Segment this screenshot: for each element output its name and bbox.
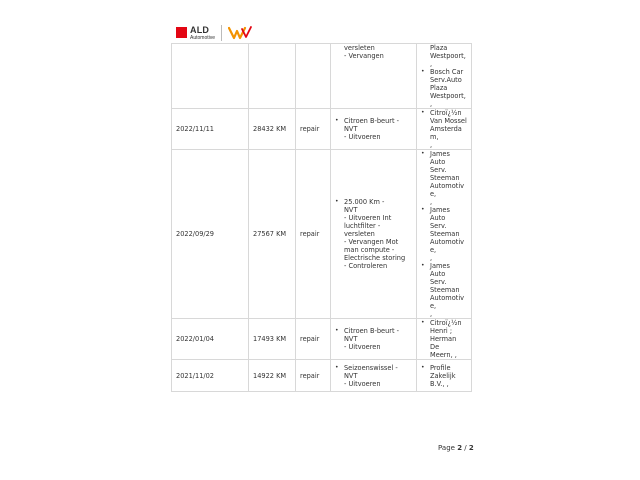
dealer-text: Citroï¿½n Van Mossel Amsterdam, , <box>430 109 467 149</box>
cell-description <box>331 109 417 150</box>
dealer-text: Bosch Car Serv.Auto Plaza Westpoort, , <box>430 68 466 108</box>
cell-date: 2022/09/29 <box>172 150 249 319</box>
cell-dealer <box>417 319 472 360</box>
cell-type: repair <box>296 360 331 392</box>
w-logo-icon <box>228 26 252 40</box>
description-text: versleten - Vervangen <box>344 44 384 60</box>
cell-date: 2022/11/11 <box>172 109 249 150</box>
dealer-item <box>421 68 467 108</box>
cell-mileage <box>249 44 296 109</box>
cell-description <box>331 360 417 392</box>
bullet-icon: • <box>421 68 425 75</box>
table-row <box>172 319 472 360</box>
bullet-icon: • <box>421 109 425 116</box>
description-text: Seizoenswissel - NVT - Uitvoeren <box>344 363 398 388</box>
cell-type: repair <box>296 150 331 319</box>
cell-type: repair <box>296 109 331 150</box>
service-history-table <box>171 43 472 392</box>
cell-dealer <box>417 109 472 150</box>
document-header <box>176 24 252 42</box>
page-separator: / <box>464 444 467 452</box>
cell-mileage: 28432 KM <box>249 109 296 150</box>
bullet-icon: • <box>335 363 339 371</box>
bullet-icon: • <box>335 117 339 124</box>
header-divider <box>221 25 222 41</box>
bullet-icon: • <box>421 206 425 213</box>
cell-dealer <box>417 44 472 109</box>
bullet-icon: • <box>421 262 425 269</box>
cell-date: 2022/01/04 <box>172 319 249 360</box>
cell-date: 2021/11/02 <box>172 360 249 392</box>
bullet-icon: • <box>335 327 339 334</box>
table-row <box>172 150 472 319</box>
dealer-item <box>421 44 467 68</box>
table-row <box>172 44 472 109</box>
dealer-text: Citroï¿½n Henri ; Herman De Meern, , <box>430 319 462 359</box>
cell-type <box>296 44 331 109</box>
dealer-text: Plaza Westpoort, , <box>430 44 466 68</box>
bullet-icon <box>421 44 430 68</box>
cell-dealer <box>417 150 472 319</box>
page-label: Page <box>438 444 455 452</box>
description-text: Citroen B-beurt - NVT - Uitvoeren <box>344 327 400 351</box>
dealer-text: James Auto Serv. Steeman Automotive, , <box>430 262 465 318</box>
bullet-icon: • <box>335 198 339 205</box>
cell-mileage: 17493 KM <box>249 319 296 360</box>
cell-date <box>172 44 249 109</box>
bullet-icon: • <box>421 150 425 157</box>
ald-logo <box>190 26 215 41</box>
table-row <box>172 360 472 392</box>
ald-logo-mark <box>176 27 187 38</box>
dealer-item <box>421 206 467 262</box>
cell-mileage: 14922 KM <box>249 360 296 392</box>
page-total: 2 <box>468 444 474 452</box>
page-current: 2 <box>457 444 463 452</box>
cell-type: repair <box>296 319 331 360</box>
dealer-item <box>421 319 467 359</box>
cell-description <box>331 319 417 360</box>
ald-logo-sub: Automotive <box>190 34 216 41</box>
description-text: 25.000 Km - NVT - Uitvoeren Int luchtfilter - versleten - Vervangen Mot man compute - Electrische storing - Controleren <box>344 198 406 270</box>
bullet-icon: • <box>421 319 425 326</box>
bullet-icon: • <box>421 363 425 371</box>
cell-mileage: 27567 KM <box>249 150 296 319</box>
cell-description <box>331 150 417 319</box>
description-text: Citroen B-beurt - NVT - Uitvoeren <box>344 117 400 141</box>
ald-logo-name: ALD <box>190 24 210 35</box>
table-row <box>172 109 472 150</box>
dealer-item <box>421 364 467 388</box>
bullet-icon <box>335 44 344 60</box>
cell-description <box>331 44 417 109</box>
dealer-item <box>421 109 467 149</box>
dealer-item <box>421 262 467 318</box>
page-footer <box>438 444 474 452</box>
dealer-text: Profile Zakelijk B.V., , <box>430 363 456 388</box>
cell-dealer <box>417 360 472 392</box>
dealer-text: James Auto Serv. Steeman Automotive, , <box>430 206 465 262</box>
dealer-item <box>421 150 467 206</box>
dealer-text: James Auto Serv. Steeman Automotive, , <box>430 150 465 206</box>
